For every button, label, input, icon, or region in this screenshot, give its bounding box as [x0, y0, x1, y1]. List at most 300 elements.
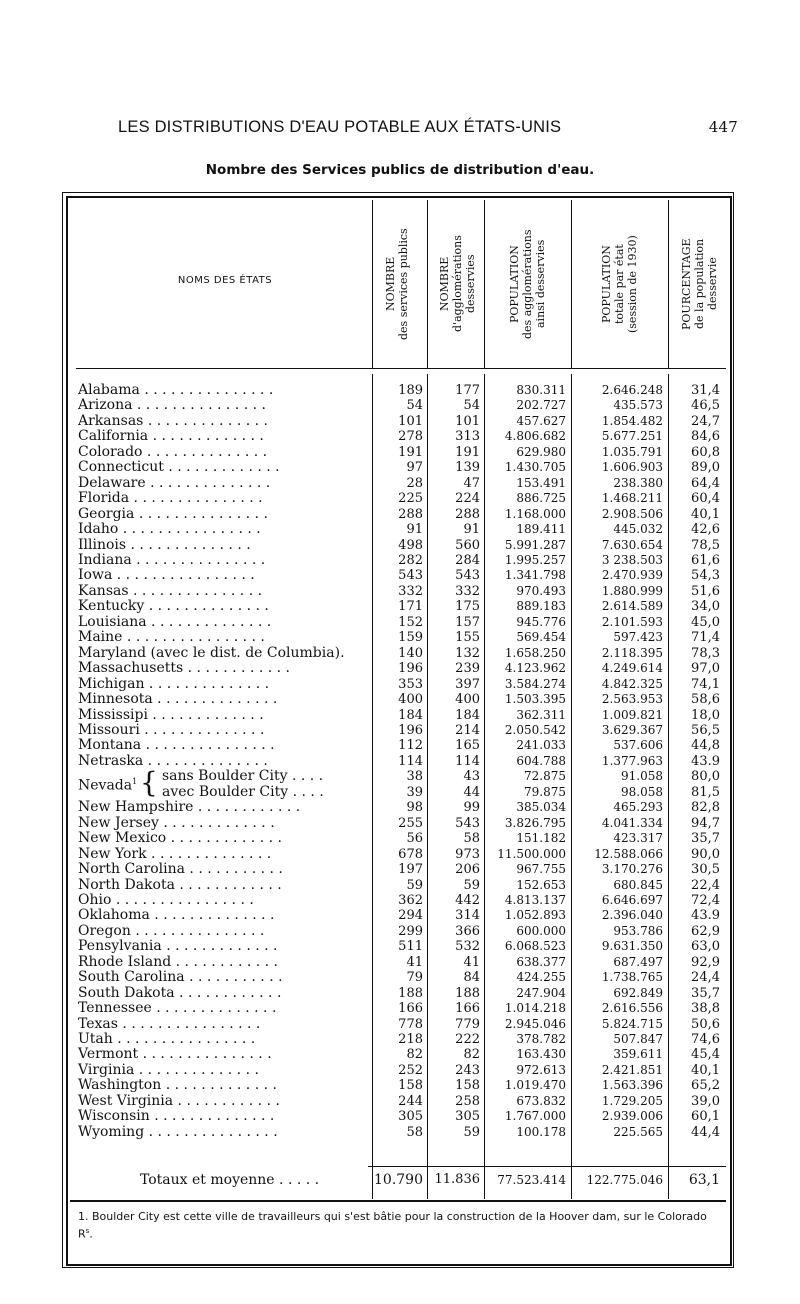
table-cell-population-served: 79.875 [524, 784, 566, 799]
table-cell-agglomerations: 101 [455, 413, 480, 429]
table-cell-agglomerations: 284 [455, 552, 480, 568]
table-cell-percentage: 38,8 [691, 1001, 720, 1017]
state-name [78, 538, 368, 553]
state-name-text: Louisiana [78, 614, 147, 630]
totals-percentage: 63,1 [688, 1172, 720, 1188]
table-cell-population-served: 151.182 [516, 831, 566, 846]
state-name [78, 522, 368, 537]
state-name [78, 398, 368, 413]
table-cell-agglomerations: 54 [463, 398, 480, 414]
table-cell-services: 39 [406, 784, 423, 800]
totals-agglomerations: 11.836 [434, 1172, 480, 1187]
state-name-text: West Virginia [78, 1093, 174, 1109]
table-cell-agglomerations: 157 [455, 614, 480, 630]
table-cell-percentage: 35,7 [691, 985, 720, 1001]
table-cell-percentage: 84,6 [691, 429, 720, 445]
table-cell-percentage: 34,0 [691, 599, 720, 615]
state-name [78, 816, 368, 831]
totals-label-text: Totaux et moyenne [140, 1172, 275, 1188]
state-name [78, 723, 368, 738]
table-cell-population-total: 12.588.066 [594, 846, 663, 861]
column-header-agglomerations [438, 204, 477, 364]
table-cell-population-served: 1.014.218 [504, 1001, 566, 1016]
table-cell-agglomerations: 184 [455, 707, 480, 723]
table-cell-population-served: 247.904 [516, 985, 566, 1000]
table-cell-services: 28 [406, 475, 423, 491]
table-cell-services: 225 [398, 491, 423, 507]
table-cell-population-served: 4.123.962 [504, 661, 566, 676]
table-cell-percentage: 43.9 [691, 908, 720, 924]
state-name [78, 738, 368, 753]
table-cell-agglomerations: 139 [455, 460, 480, 476]
table-cell-population-total: 4.842.325 [601, 676, 663, 691]
table-cell-percentage: 30,5 [691, 862, 720, 878]
header-line: POPULATION [600, 245, 613, 323]
table-cell-population-total: 423.317 [613, 831, 663, 846]
state-name-text: Iowa [78, 568, 113, 584]
table-cell-agglomerations: 400 [455, 692, 480, 708]
leader-dots: . . . . . . . . . . . . [173, 1093, 280, 1109]
state-name-text: Rhode Island [78, 954, 172, 970]
table-cell-services: 511 [398, 939, 423, 955]
state-name [78, 646, 368, 661]
state-name-text: Wyoming [78, 1124, 145, 1140]
table-cell-population-total: 507.847 [613, 1032, 663, 1047]
state-name-text: Michigan [78, 676, 145, 692]
table-cell-population-served: 202.727 [516, 398, 566, 413]
header-rule [76, 368, 726, 369]
state-name [78, 476, 368, 491]
table-cell-agglomerations: 397 [455, 676, 480, 692]
state-name-text: South Carolina [78, 970, 185, 986]
state-name-text: New Jersey [78, 815, 159, 831]
leader-dots: . . . . . . . . . . . . . . [149, 1109, 275, 1125]
leader-dots: . . . . . . . . . . . . . . . [128, 583, 263, 599]
leader-dots: . . . . . . . . . . . . [174, 985, 282, 1001]
table-cell-percentage: 44,8 [691, 738, 720, 754]
state-name-text: Washington [78, 1078, 162, 1094]
state-name [78, 661, 368, 676]
table-cell-agglomerations: 224 [455, 491, 480, 507]
table-cell-population-total: 238.380 [613, 475, 663, 490]
state-name [78, 908, 368, 923]
table-cell-agglomerations: 973 [455, 846, 480, 862]
table-cell-services: 189 [398, 383, 423, 398]
table-cell-population-served: 100.178 [516, 1124, 566, 1139]
table-cell-population-served: 972.613 [516, 1062, 566, 1077]
table-cell-agglomerations: 59 [463, 877, 480, 893]
table-cell-population-served: 886.725 [516, 491, 566, 506]
table-cell-services: 255 [398, 815, 423, 831]
state-name-text: sans Boulder City [162, 769, 288, 785]
table-cell-population-served: 1.168.000 [504, 506, 566, 521]
state-name [78, 568, 368, 583]
leader-dots: . . . . . . . . . . . . . . . [144, 1124, 278, 1140]
leader-dots: . . . . . . . . . . . . [174, 877, 282, 893]
table-cell-population-total: 692.849 [613, 985, 663, 1000]
totals-rule [368, 1166, 726, 1167]
state-name-text: Maine [78, 630, 123, 646]
leader-dots: . . . . . . . . . . . . . [147, 707, 264, 723]
table-cell-agglomerations: 332 [455, 583, 480, 599]
state-name [162, 769, 368, 784]
state-name-text: Minnesota [78, 692, 153, 708]
table-cell-population-total: 465.293 [613, 800, 663, 815]
table-cell-services: 196 [398, 722, 423, 738]
table-cell-percentage: 78,3 [691, 645, 720, 661]
state-name-text: Kansas [78, 583, 129, 599]
table-cell-services: 152 [398, 614, 423, 630]
table-cell-population-served: 889.183 [516, 599, 566, 614]
table-cell-services: 140 [398, 645, 423, 661]
table-cell-population-total: 1.563.396 [601, 1078, 663, 1093]
table-cell-percentage: 18,0 [691, 707, 720, 723]
state-name [78, 970, 368, 985]
state-name [78, 1109, 368, 1124]
page-number: 447 [708, 118, 738, 136]
state-name [78, 1047, 368, 1062]
state-name-text: New Hampshire [78, 800, 194, 816]
table-cell-population-served: 1.503.395 [504, 692, 566, 707]
state-name [78, 383, 368, 398]
table-cell-agglomerations: 305 [455, 1109, 480, 1125]
header-line: ainsi desservies [534, 239, 547, 329]
table-cell-percentage: 40,1 [691, 506, 720, 522]
table-cell-services: 778 [398, 1016, 423, 1032]
leader-dots: . . . . . . . . . . . . . [161, 1078, 277, 1094]
state-name [78, 630, 368, 645]
table-cell-population-served: 189.411 [516, 522, 566, 537]
table-cell-agglomerations: 165 [455, 738, 480, 754]
header-line: desservie [706, 257, 719, 311]
table-cell-agglomerations: 288 [455, 506, 480, 522]
column-header-population-total [600, 204, 639, 364]
table-cell-services: 101 [398, 413, 423, 429]
table-cell-services: 159 [398, 630, 423, 646]
header-line: (session de 1930) [626, 235, 639, 333]
table-cell-agglomerations: 59 [463, 1124, 480, 1140]
state-name-text: Maryland (avec le dist. de Columbia) [78, 645, 341, 661]
table-cell-percentage: 62,9 [691, 923, 720, 939]
table-cell-services: 362 [398, 892, 423, 908]
state-name [78, 847, 368, 862]
leader-dots: . . . . . . . . . . . . [183, 661, 290, 677]
state-name [78, 1094, 368, 1109]
nevada-group [78, 766, 368, 800]
table-cell-population-served: 2.945.046 [504, 1016, 566, 1031]
table-cell-percentage: 82,8 [691, 800, 720, 816]
table-cell-population-served: 4.813.137 [504, 892, 566, 907]
brace-glyph: { [140, 766, 158, 800]
table-cell-services: 218 [398, 1032, 423, 1048]
table-cell-population-served: 3.826.795 [504, 815, 566, 830]
table-cell-services: 184 [398, 707, 423, 723]
table-cell-population-served: 385.034 [516, 800, 566, 815]
state-name-text: Indiana [78, 552, 132, 568]
table-cell-population-served: 1.341.798 [504, 568, 566, 583]
leader-dots: . . . . . . . . . . . . . [161, 939, 278, 955]
column-rule [668, 374, 669, 1199]
table-cell-population-served: 457.627 [516, 413, 566, 428]
leader-dots: . . . . . . . . . . . . . . [143, 753, 268, 769]
running-title: LES DISTRIBUTIONS D'EAU POTABLE AUX ÉTATS-UNIS [118, 118, 562, 136]
state-name [78, 1063, 368, 1078]
totals-population-total: 122.775.046 [586, 1173, 663, 1187]
table-cell-agglomerations: 314 [455, 908, 480, 924]
table-cell-agglomerations: 114 [455, 753, 480, 769]
column-rule [668, 200, 669, 368]
column-rule [427, 374, 428, 1199]
table-cell-services: 294 [398, 908, 423, 924]
table-cell-agglomerations: 243 [455, 1062, 480, 1078]
table-cell-services: 79 [406, 970, 423, 986]
state-name-text: Arkansas [78, 413, 144, 429]
totals-services: 10.790 [374, 1172, 423, 1188]
table-cell-services: 97 [406, 460, 423, 476]
leader-dots: . . . . . . . . . . . . . . [126, 537, 251, 553]
table-cell-population-total: 953.786 [613, 923, 663, 938]
state-name-text: Missouri [78, 722, 140, 738]
table-cell-population-total: 359.611 [613, 1047, 663, 1062]
state-name [78, 939, 368, 954]
table-cell-percentage: 94,7 [691, 815, 720, 831]
state-name [78, 1017, 368, 1032]
table-cell-population-total: 1.377.963 [601, 753, 663, 768]
table-cell-services: 188 [398, 985, 423, 1001]
state-name [78, 491, 368, 506]
state-name [78, 553, 368, 568]
state-name-text: Montana [78, 738, 142, 754]
table-cell-population-total: 91.058 [621, 769, 663, 784]
footnote-superscript: s [85, 1227, 90, 1235]
state-name [78, 878, 368, 893]
table-cell-agglomerations: 132 [455, 645, 480, 661]
state-name [78, 1032, 368, 1047]
leader-dots: . . . . . . . . . . . . . . [134, 1062, 259, 1078]
column-rule [484, 374, 485, 1199]
leader-dots: . [340, 645, 345, 661]
table-cell-services: 197 [398, 862, 423, 878]
table-cell-agglomerations: 58 [463, 831, 480, 847]
state-name [78, 1125, 368, 1140]
state-name [78, 831, 368, 846]
leader-dots: . . . . [288, 784, 324, 800]
state-name [78, 754, 368, 769]
leader-dots: . . . . . . . . . . . . . . [145, 475, 271, 491]
table-cell-percentage: 35,7 [691, 831, 720, 847]
table-cell-population-served: 153.491 [516, 475, 566, 490]
nevada-label-text: Nevada [78, 777, 133, 794]
leader-dots: . . . . . . . . . . . . . . [152, 692, 278, 708]
table-cell-agglomerations: 191 [455, 444, 480, 460]
table-cell-population-total: 3 238.503 [601, 552, 663, 567]
header-line: d'agglomérations [451, 235, 464, 333]
state-name [78, 893, 368, 908]
header-line: de la population [693, 238, 706, 330]
table-cell-services: 59 [406, 877, 423, 893]
state-name-text: New York [78, 846, 147, 862]
table-cell-population-served: 6.068.523 [504, 939, 566, 954]
state-name-text: Alabama [78, 383, 140, 398]
table-cell-agglomerations: 166 [455, 1001, 480, 1017]
table-cell-services: 332 [398, 583, 423, 599]
table-cell-population-total: 2.470.939 [601, 568, 663, 583]
leader-dots: . . . . . . . . . . . . . . [144, 599, 269, 615]
table-cell-population-served: 72.875 [524, 769, 566, 784]
table-cell-agglomerations: 82 [463, 1047, 480, 1063]
column-header-state: NOMS DES ÉTATS [177, 275, 273, 286]
table-cell-services: 112 [398, 738, 423, 754]
table-cell-percentage: 89,0 [691, 460, 720, 476]
table-cell-population-total: 445.032 [613, 522, 663, 537]
table-cell-population-total: 1.738.765 [601, 970, 663, 985]
leader-dots: . . . . . . . . . . . . [171, 954, 279, 970]
table-cell-population-total: 1.729.205 [601, 1093, 663, 1108]
state-name-text: Netraska [78, 753, 144, 769]
state-name-text: Virginia [78, 1062, 135, 1078]
state-name-text: South Dakota [78, 985, 175, 1001]
table-cell-population-total: 2.616.556 [601, 1001, 663, 1016]
table-cell-population-total: 2.939.006 [601, 1109, 663, 1124]
table-cell-percentage: 92,9 [691, 954, 720, 970]
table-cell-population-total: 1.009.821 [601, 707, 663, 722]
state-name-text: Pensylvania [78, 939, 162, 955]
state-name-text: California [78, 429, 149, 445]
table-cell-population-served: 362.311 [516, 707, 566, 722]
table-cell-agglomerations: 188 [455, 985, 480, 1001]
table-cell-population-total: 9.631.350 [601, 939, 663, 954]
table-cell-agglomerations: 91 [463, 522, 480, 538]
state-name-text: Arizona [78, 398, 133, 414]
table-cell-services: 196 [398, 661, 423, 677]
table-cell-percentage: 60,1 [691, 1109, 720, 1125]
leader-dots: . . . . . . . . . . . . . . . . [117, 1016, 261, 1032]
table-cell-percentage: 42,6 [691, 522, 720, 538]
leader-dots: . . . . . . . . . . . . . . [143, 413, 268, 429]
table-cell-population-total: 1.035.791 [601, 444, 663, 459]
header-line: NOMBRE [438, 256, 451, 312]
table-cell-population-total: 2.614.589 [601, 599, 663, 614]
table-cell-services: 282 [398, 552, 423, 568]
leader-dots: . . . . . . . . . . . [184, 970, 283, 986]
state-name [78, 862, 368, 877]
table-cell-agglomerations: 532 [455, 939, 480, 955]
table-cell-percentage: 64,4 [691, 475, 720, 491]
state-name-text: avec Boulder City [162, 784, 289, 800]
table-cell-population-served: 3.584.274 [504, 676, 566, 691]
table-cell-population-served: 1.658.250 [504, 645, 566, 660]
table-cell-percentage: 39,0 [691, 1093, 720, 1109]
leader-dots: . . . . . . . . . . . . . . [142, 444, 268, 460]
state-name-text: Idaho [78, 522, 119, 538]
table-cell-population-total: 7.630.654 [601, 537, 663, 552]
table-cell-population-served: 241.033 [516, 738, 566, 753]
table-cell-percentage: 31,4 [691, 383, 720, 398]
footnote [78, 1210, 718, 1242]
state-name-text: Colorado [78, 444, 143, 460]
state-name [78, 800, 368, 815]
column-header-population-served [508, 204, 547, 364]
table-cell-population-total: 2.396.040 [601, 908, 663, 923]
leader-dots: . . . . . . . . . . . . . [163, 460, 280, 476]
leader-dots: . . . . . . . . . . . . . . . [134, 506, 268, 522]
table-cell-population-served: 629.980 [516, 444, 566, 459]
header-line: POURCENTAGE [680, 238, 693, 330]
table-cell-agglomerations: 158 [455, 1078, 480, 1094]
table-cell-services: 82 [406, 1047, 423, 1063]
header-line: POPULATION [508, 245, 521, 323]
state-name-text: Illinois [78, 537, 127, 553]
table-cell-percentage: 97,0 [691, 661, 720, 677]
table-cell-agglomerations: 313 [455, 429, 480, 445]
table-cell-population-served: 673.832 [516, 1093, 566, 1108]
totals-label [140, 1170, 365, 1190]
table-cell-agglomerations: 366 [455, 923, 480, 939]
table-cell-services: 400 [398, 692, 423, 708]
table-cell-population-served: 1.430.705 [504, 460, 566, 475]
table-cell-population-total: 537.606 [613, 738, 663, 753]
state-name-text: Delaware [78, 475, 146, 491]
running-head [118, 118, 738, 140]
leader-dots: . . . . . . . . . . . . . . . [138, 1047, 272, 1063]
table-cell-population-served: 1.019.470 [504, 1078, 566, 1093]
table-cell-percentage: 58,6 [691, 692, 720, 708]
state-name-text: Florida [78, 491, 130, 507]
table-cell-agglomerations: 47 [463, 475, 480, 491]
state-name-text: Utah [78, 1032, 113, 1048]
table-cell-agglomerations: 779 [455, 1016, 480, 1032]
state-name [78, 429, 368, 444]
header-line: NOMBRE [384, 256, 397, 312]
table-cell-percentage: 60,4 [691, 491, 720, 507]
column-header-percentage [680, 204, 719, 364]
table-cell-population-total: 1.880.999 [601, 583, 663, 598]
table-cell-population-served: 5.991.287 [504, 537, 566, 552]
table-cell-population-total: 3.629.367 [601, 722, 663, 737]
state-name-text: North Carolina [78, 862, 185, 878]
table-cell-population-total: 687.497 [613, 954, 663, 969]
table-title: Nombre des Services publics de distribution d'eau. [205, 162, 595, 178]
table-cell-services: 191 [398, 444, 423, 460]
table-cell-agglomerations: 84 [463, 970, 480, 986]
table-cell-population-total: 2.563.953 [601, 692, 663, 707]
table-cell-agglomerations: 155 [455, 630, 480, 646]
table-cell-population-total: 5.824.715 [601, 1016, 663, 1031]
table-cell-population-total: 2.101.593 [601, 614, 663, 629]
table-cell-services: 543 [398, 568, 423, 584]
leader-dots: . . . . . . . . . . . . . . . . [118, 522, 261, 538]
column-rule [571, 374, 572, 1199]
table-cell-services: 158 [398, 1078, 423, 1094]
agglomerations-column [431, 383, 480, 1140]
table-cell-agglomerations: 222 [455, 1032, 480, 1048]
table-cell-agglomerations: 177 [455, 383, 480, 398]
table-cell-services: 299 [398, 923, 423, 939]
footnote-mark: 1. [78, 1210, 89, 1223]
population-served-column [488, 383, 566, 1140]
table-cell-services: 91 [406, 522, 423, 538]
leader-dots: . . . . . . . . . . . . . . . [130, 923, 265, 939]
table-cell-population-total: 680.845 [613, 877, 663, 892]
table-cell-percentage: 74,1 [691, 676, 720, 692]
leader-dots: . . . . . . . . . . . . . . [151, 1001, 277, 1017]
table-cell-population-total: 1.468.211 [601, 491, 663, 506]
table-cell-agglomerations: 543 [455, 568, 480, 584]
table-cell-population-total: 2.118.395 [601, 645, 663, 660]
column-rule [372, 374, 373, 1199]
leader-dots: . . . . . . . . . . . . . . [144, 676, 270, 692]
table-cell-services: 54 [406, 398, 423, 414]
